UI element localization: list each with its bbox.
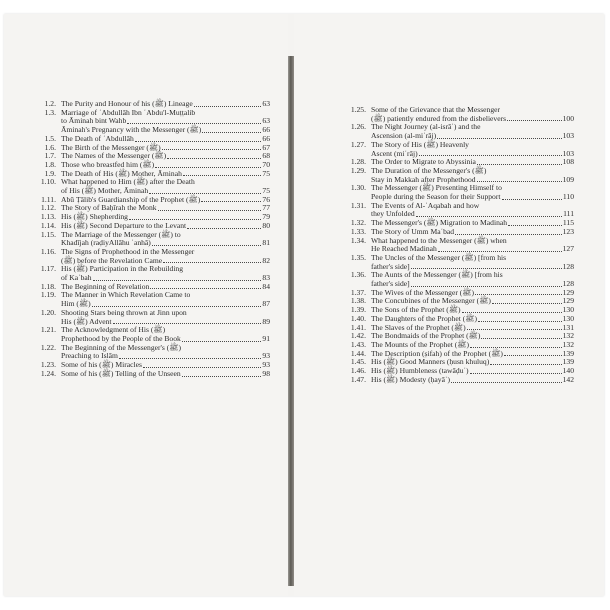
toc-entry [30,265,270,282]
dot-leader [150,283,261,290]
toc-entry-title: Stay in Makkah after Prophethood [371,174,476,184]
toc-entry-title: The Beginning of Revelation [61,281,150,291]
dot-leader [167,152,261,159]
dot-leader [135,135,262,142]
toc-entry-title: His (ﷺ) Advent [61,316,112,326]
dot-leader [194,100,262,107]
toc-entry-title: (ﷺ) before the Revelation Came [61,255,163,265]
toc-page-number: 79 [262,212,270,222]
dot-leader [127,117,261,124]
toc-entry-title: The Concubines of the Messenger (ﷺ) [371,296,491,306]
toc-entry-title: People during the Season for their Support [371,192,501,202]
toc-entry-title: The Birth of the Messenger (ﷺ) [61,142,161,152]
toc-entry [338,184,574,201]
toc-page-number: 66 [262,133,270,143]
toc-entry-number: 1.30. [350,183,366,193]
dot-leader [187,222,261,229]
toc-entry-title: (ﷺ) patiently endured from the disbelievers [371,113,507,123]
toc-entry-number: 1.15. [40,229,56,239]
dot-leader [201,196,261,203]
toc-entry-number: 1.31. [350,200,366,210]
toc-entry [30,248,270,265]
dot-leader [419,150,562,157]
toc-page-number: 129 [562,287,574,297]
toc-entry-number: 1.33. [350,226,366,236]
book-spread [4,14,604,596]
toc-entry-number: 1.42. [350,331,366,341]
toc-entry-title: The Story of Umm Maʿbad [371,226,455,236]
toc-entry-number: 1.8. [44,159,56,169]
toc-page-number: 81 [262,238,270,248]
toc-page-number: 67 [262,142,270,152]
toc-entry-number: 1.46. [350,366,366,376]
dot-leader [163,257,261,264]
toc-entry-title: Some of his (ﷺ) Telling of the Unseen [61,368,181,378]
toc-entry [338,254,574,271]
toc-entry-title: The Messenger's (ﷺ) Migration to Madinah [371,218,508,228]
toc-page-number: 93 [262,360,270,370]
toc-entry-number: 1.36. [350,270,366,280]
toc-page-number: 98 [262,368,270,378]
toc-entry-title: The Duration of the Messenger's (ﷺ) [371,165,487,175]
toc-entry [338,106,574,123]
dot-leader [470,341,562,348]
toc-page-number: 87 [262,299,270,309]
toc-entry-number: 1.41. [350,322,366,332]
right-contents-list [338,106,574,385]
toc-page-number: 75 [262,168,270,178]
toc-entry-number: 1.6. [44,142,56,152]
toc-entry-number: 1.29. [350,165,366,175]
left-page [4,14,288,596]
dot-leader [143,361,262,368]
dot-leader [182,370,262,377]
toc-entry-title: The Marriage of the Messenger (ﷺ) to [61,229,181,239]
toc-entry-number: 1.22. [40,342,56,352]
toc-entry-title: The Daughters of the Prophet (ﷺ) [371,313,477,323]
dot-leader [438,245,562,252]
toc-entry [338,237,574,254]
toc-entry-number: 1.37. [350,287,366,297]
toc-entry-title: The Story of His (ﷺ) Heavenly [371,139,469,149]
toc-entry-number: 1.13. [40,212,56,222]
dot-leader [502,193,562,200]
toc-entry [338,167,574,184]
toc-entry-number: 1.24. [40,368,56,378]
toc-entry-title: The Death of His (ﷺ) Mother, Āminah [61,168,182,178]
toc-entry-title: What happened to Him (ﷺ) after the Death [61,177,195,187]
toc-entry-number: 1.43. [350,339,366,349]
toc-entry-title: His (ﷺ) Participation in the Rebuilding [61,264,184,274]
toc-page-number: 109 [562,174,574,184]
dot-leader [155,161,261,168]
dot-leader [455,228,562,235]
toc-entry-title: The Night Journey (al-isrāʾ) and the [371,122,481,132]
toc-entry-title: The Description (ṣifah) of the Prophet (ﷺ) [371,348,503,358]
toc-page-number: 63 [262,116,270,126]
toc-entry-title: Preaching to Islām [61,351,118,361]
toc-entry-title: Some of the Grievance that the Messenger [371,105,501,114]
toc-entry [338,376,574,385]
toc-page-number: 108 [562,157,574,167]
toc-entry-title: The Order to Migrate to Abyssinia [371,157,476,167]
dot-leader [475,289,562,296]
toc-entry-title: The Signs of Prophethood in the Messenger [61,246,195,256]
toc-entry [338,123,574,140]
toc-entry-title: Some of his (ﷺ) Miracles [61,360,142,370]
toc-entry-title: Those who breastfed him (ﷺ) [61,159,155,169]
dot-leader [158,204,262,211]
toc-entry-title: His (ﷺ) Humbleness (tawāḍuʿ) [371,366,469,376]
toc-entry [30,344,270,361]
toc-page-number: 66 [262,125,270,135]
toc-page-number: 103 [562,131,574,141]
toc-page-number: 130 [562,305,574,315]
toc-page-number: 115 [562,218,574,228]
toc-entry-title: The Events of Al-ʿAqabah and how [371,200,480,210]
toc-entry-number: 1.28. [350,157,366,167]
dot-leader [93,274,262,281]
toc-entry-number: 1.39. [350,305,366,315]
toc-entry-title: father's side] [371,261,410,271]
toc-page-number: 139 [562,348,574,358]
toc-entry-number: 1.44. [350,348,366,358]
toc-entry-number: 1.26. [350,122,366,132]
toc-entry-title: The Acknowledgment of His (ﷺ) [61,325,166,335]
toc-page-number: 76 [262,194,270,204]
toc-entry-number: 1.25. [350,105,366,114]
toc-entry-number: 1.21. [40,325,56,335]
toc-entry-number: 1.14. [40,220,56,230]
toc-page-number: 128 [562,261,574,271]
toc-entry-title: His (ﷺ) Modesty (ḥayāʾ) [371,374,450,384]
toc-entry [338,141,574,158]
toc-page-number: 77 [262,203,270,213]
toc-entry-title: Abū Ṭālib's Guardianship of the Prophet (ﷺ) [61,194,201,204]
dot-leader [416,210,563,217]
toc-page-number: 139 [562,357,574,367]
dot-leader [183,170,262,177]
dot-leader [437,132,561,139]
dot-leader [162,144,262,151]
toc-entry-number: 1.23. [40,360,56,370]
dot-leader [504,350,562,357]
toc-entry-number: 1.20. [40,307,56,317]
toc-entry-title: Marriage of ʿAbdullāh Ibn ʿAbdu'l-Muṭṭalib [61,107,196,117]
toc-entry-title: His (ﷺ) Good Manners (ḥusn khuluq) [371,357,490,367]
toc-entry-title: What happened to the Messenger (ﷺ) when [371,235,507,245]
dot-leader [470,367,562,374]
toc-entry-title: He Reached Madinah [371,244,437,254]
toc-page-number: 132 [562,331,574,341]
toc-entry-title: The Messenger (ﷺ) Presenting Himself to [371,183,502,193]
toc-page-number: 75 [262,186,270,196]
toc-entry [338,271,574,288]
toc-entry-title: Āminah's Pregnancy with the Messenger (ﷺ) [61,125,202,135]
toc-page-number: 83 [262,273,270,283]
toc-entry-title: His (ﷺ) Second Departure to the Levant [61,220,187,230]
toc-page-number: 128 [562,279,574,289]
toc-entry-title: The Mounts of the Prophet (ﷺ) [371,339,469,349]
toc-entry-number: 1.5. [44,133,56,143]
toc-entry-number: 1.3. [44,107,56,117]
toc-entry-number: 1.32. [350,218,366,228]
toc-entry-title: The Uncles of the Messenger (ﷺ) [from his [371,252,507,262]
toc-page-number: 103 [562,148,574,158]
toc-entry [30,309,270,326]
toc-entry-number: 1.35. [350,252,366,262]
dot-leader [149,187,261,194]
toc-entry-number: 1.47. [350,374,366,384]
toc-entry-number: 1.27. [350,139,366,149]
toc-page-number: 89 [262,316,270,326]
toc-entry-number: 1.12. [40,203,56,213]
toc-page-number: 132 [562,339,574,349]
toc-entry-number: 1.18. [40,281,56,291]
toc-entry [30,370,270,379]
dot-leader [507,115,562,122]
dot-leader [129,213,261,220]
right-page [294,14,604,596]
dot-leader [481,332,561,339]
toc-page-number: 100 [562,113,574,123]
toc-entry-title: Prophethood by the People of the Book [61,333,181,343]
toc-entry-title: The Names of the Messenger (ﷺ) [61,151,167,161]
toc-entry-number: 1.11. [41,194,56,204]
toc-entry-number: 1.19. [40,290,56,300]
toc-entry-title: The Story of Baḥīrah the Monk [61,203,157,213]
dot-leader [462,306,562,313]
toc-entry-title: of Kaʿbah [61,273,92,283]
toc-entry-number: 1.16. [40,246,56,256]
dot-leader [490,358,561,365]
dot-leader [113,318,262,325]
dot-leader [451,376,562,383]
dot-leader [477,176,562,183]
toc-entry-number: 1.38. [350,296,366,306]
toc-entry-title: to Āminah bint Wahb [61,116,127,126]
toc-entry-title: Shooting Stars being thrown at Jinn upon [61,307,187,317]
toc-entry-number: 1.17. [40,264,56,274]
dot-leader [477,158,562,165]
toc-page-number: 110 [562,192,574,202]
dot-leader [202,126,261,133]
toc-entry-title: The Beginning of the Messenger's (ﷺ) [61,342,182,352]
toc-entry-title: The Death of ʿAbdullāh [61,133,134,143]
toc-entry-number: 1.2. [44,99,56,108]
toc-page-number: 123 [562,226,574,236]
toc-entry-number: 1.10. [40,177,56,187]
toc-entry-title: The Sons of the Prophet (ﷺ) [371,305,461,315]
toc-entry [30,291,270,308]
dot-leader [467,324,562,331]
toc-entry [338,202,574,219]
dot-leader [478,315,562,322]
toc-entry-number: 1.40. [350,313,366,323]
toc-page-number: 80 [262,220,270,230]
toc-page-number: 93 [262,351,270,361]
toc-page-number: 140 [562,366,574,376]
dot-leader [492,297,562,304]
toc-entry-title: they Unfolded [371,209,415,219]
toc-entry-number: 1.7. [44,151,56,161]
dot-leader [152,239,262,246]
toc-entry-title: The Bondmaids of the Prophet (ﷺ) [371,331,481,341]
toc-entry-title: The Slaves of the Prophet (ﷺ) [371,322,466,332]
toc-entry-title: The Manner in Which Revelation Came to [61,290,191,300]
toc-page-number: 84 [262,281,270,291]
toc-entry-title: His (ﷺ) Shepherding [61,212,128,222]
dot-leader [411,280,562,287]
toc-entry-title: The Purity and Honour of his (ﷺ) Lineage [61,99,193,108]
toc-page-number: 63 [262,99,270,108]
toc-page-number: 142 [562,374,574,384]
toc-entry-number: 1.45. [350,357,366,367]
toc-entry-number: 1.34. [350,235,366,245]
dot-leader [508,219,562,226]
toc-page-number: 131 [562,322,574,332]
toc-page-number: 70 [262,159,270,169]
toc-entry-title: The Aunts of the Messenger (ﷺ) [from his [371,270,503,280]
toc-entry-title: Khadījah (raḍiyAllāhu ʿanhā) [61,238,151,248]
toc-entry [30,178,270,195]
toc-entry-title: Ascension (al-miʿrāj) [371,131,437,141]
toc-entry [30,109,270,126]
left-contents-list [30,100,270,379]
toc-entry-title: Ascent (miʿrāj) [371,148,418,158]
toc-page-number: 111 [563,209,574,219]
toc-page-number: 130 [562,313,574,323]
dot-leader [92,300,262,307]
toc-page-number: 127 [562,244,574,254]
toc-page-number: 129 [562,296,574,306]
toc-page-number: 68 [262,151,270,161]
toc-entry-title: The Wives of the Messenger (ﷺ) [371,287,475,297]
toc-entry [30,231,270,248]
toc-page-number: 91 [262,333,270,343]
toc-entry-title: of His (ﷺ) Mother, Āminah [61,186,149,196]
toc-entry-title: Him (ﷺ) [61,299,91,309]
toc-page-number: 82 [262,255,270,265]
toc-entry-title: father's side] [371,279,410,289]
dot-leader [182,335,262,342]
dot-leader [119,352,261,359]
toc-entry [30,326,270,343]
dot-leader [411,263,562,270]
toc-entry-number: 1.9. [44,168,56,178]
